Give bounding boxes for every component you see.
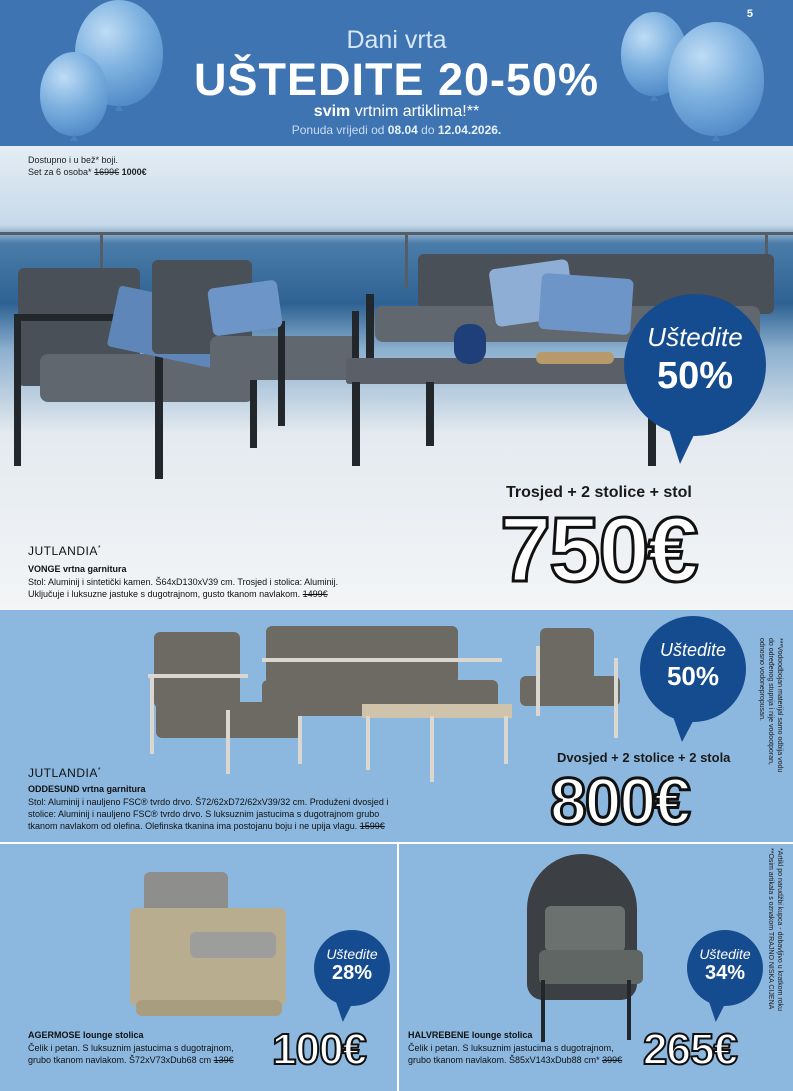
egg-chair-cushion [545,906,625,952]
price-tag: 750€ [500,499,697,601]
table-leg [366,716,370,770]
brand-logo: JUTLANDIA* [28,544,102,558]
promo-kicker: Dani vrta [346,26,447,54]
offer-validity: Ponuda vrijedi od 08.04 do 12.04.2026. [291,123,502,137]
table-leg [352,382,360,466]
promo-headline: UŠTEDITE 20-50% [193,54,600,105]
savings-badge: Uštedite 34% [687,930,763,1006]
footnote-note: *Artikl po narudžbi kupca - dobavljivo u kratkom roku **Osim artikala s oznakom TRAJNO NISKA CIJENA [767,848,783,1012]
savings-badge: Uštedite 50% [640,616,746,722]
armchair-leg [226,710,230,774]
coffee-table-wood [362,704,512,718]
egg-chair-seat [539,950,643,984]
price-tag: 265€ [643,1025,737,1074]
table-leg [430,716,434,782]
loveseat-frame [262,658,502,662]
chair-leg [14,316,21,466]
promo-header [0,0,793,146]
price-tag: 100€ [272,1025,366,1074]
tray [536,352,614,364]
armchair-seat [190,932,276,958]
vonge-hero-section [0,146,793,610]
set-description: Dvosjed + 2 stolice + 2 stola [557,750,731,765]
railing-post [405,234,408,289]
vase [454,324,486,364]
armchair-leg [150,674,154,754]
product-description: Čelik i petan. S luksuznim jastucima s dugotrajnom, grubo tkanom navlakom. Š72xV73xDub68 cm 139€ [28,1043,234,1065]
page-number: 5 [746,8,753,20]
savings-badge: Uštedite 28% [314,930,390,1006]
loveseat-image [266,626,458,684]
table-leg [426,382,434,446]
agermose-section [0,842,398,1091]
oddesund-section [0,610,793,842]
product-description: Stol: Aluminij i nauljeno FSC® tvrdo drvo. Š72/62xD72/62xV39/32 cm. Produženi dvosjed i stolice: Aluminij i nauljeno FSC® tvrdo drvo. S luksuznim jastucima s dugotrajnom grubo tkanom navlakom od olefina. Olefinska tkanina ima postojanu boju i ne upija vlagu. 1599€ [28,797,389,831]
armchair-frame [148,674,248,678]
halvrebene-section [398,842,793,1091]
chair-leg [627,980,631,1040]
sofa-pillow [538,273,634,335]
armchair-leg [614,658,618,738]
armchair-base [136,1000,282,1016]
chair-pillow [207,279,283,336]
armchair-leg [536,646,540,716]
product-name: HALVREBENE lounge stolica [408,1030,533,1040]
table-leg [504,716,508,764]
brand-logo: JUTLANDIA* [28,766,102,780]
chair-leg [541,980,545,1042]
product-name: ODDESUND vrtna garnitura [28,784,146,794]
balcony-railing [0,232,793,235]
product-name: VONGE vrtna garnitura [28,564,127,574]
chair-leg [278,321,285,426]
set-description: Trosjed + 2 stolice + stol [506,484,692,501]
armchair-image [540,628,594,680]
armchair-seat [520,676,620,706]
promo-subtitle: svim vrtnim artiklima!** [313,103,480,120]
waterproof-note: ***Vodoodbojan materijal samo odbija vodu do određenog stupnja i nije vodootporan, odnosno vodonepropusan. [758,638,783,773]
product-description: Stol: Aluminij i sintetički kamen. Š64xD130xV39 cm. Trosjed i stolica: Aluminij. Uključuje i luksuzne jastuke s dugotrajnom, gusto tkanom navlakom. 1499€ [28,577,339,599]
product-name: AGERMOSE lounge stolica [28,1030,144,1040]
availability-note: Dostupno i u bež* boji. Set za 6 osoba* 1699€ 1000€ [28,155,147,177]
armchair-image [154,632,240,708]
savings-badge: Uštedite 50% [624,294,766,436]
price-tag: 800€ [550,764,689,838]
product-description: Čelik i petan. S luksuznim jastucima s dugotrajnom, grubo tkanom navlakom. Š85xV143xDub88 cm* 399€ [408,1043,623,1065]
